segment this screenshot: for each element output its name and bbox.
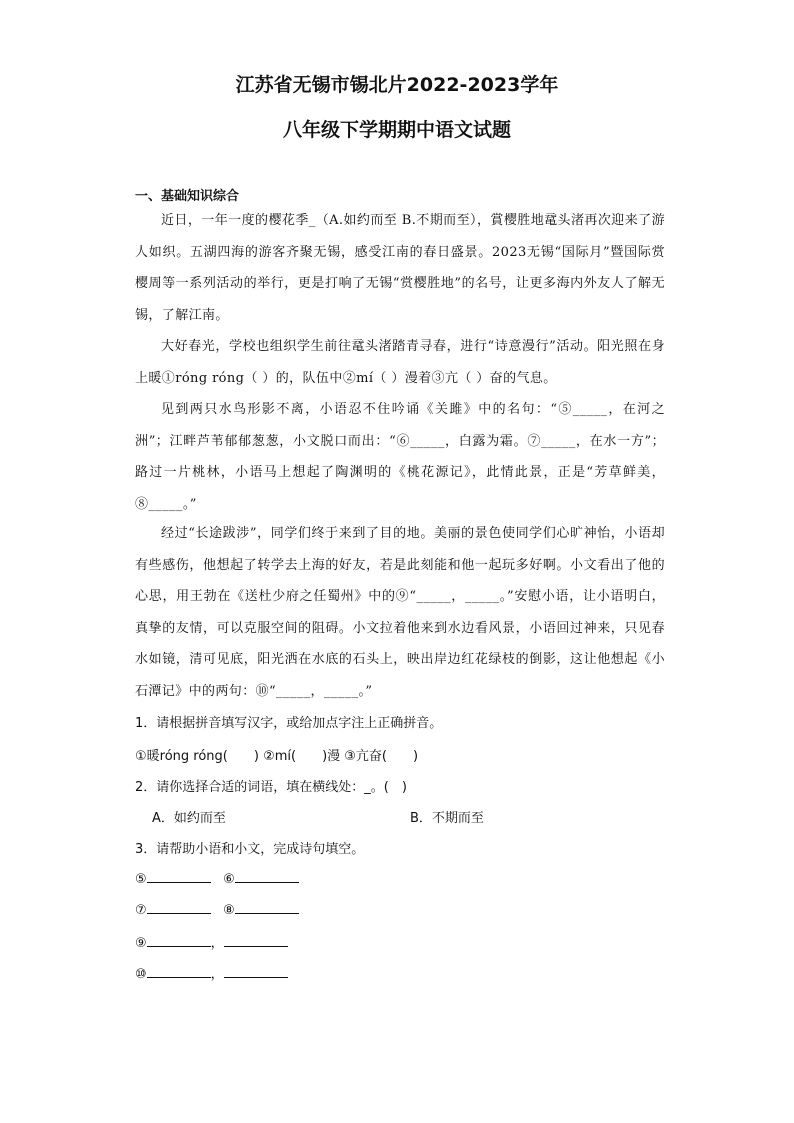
question-3-prompt: 3．请帮助小语和小文，完成诗句填空。 [135,842,365,857]
blank-10a[interactable] [147,965,211,978]
blank-6[interactable] [235,870,299,883]
blank-7[interactable] [147,901,211,914]
title-line-1: 江苏省无锡市锡北片2022-2023学年 [235,74,559,96]
blank-9a[interactable] [147,934,211,947]
blank-8[interactable] [235,901,299,914]
marker-9: ⑨ [135,936,147,951]
answer-line-5-6 [135,870,299,887]
answer-line-9 [135,932,288,951]
marker-10: ⑩ [135,967,147,982]
option-a[interactable]: A．如约而至 [152,811,226,826]
paragraph-2: 大好春光，学校也组织学生前往鼋头渚踏青寻春，进行“诗意漫行”活动。阳光照在身上暖①róng róng（ ）的，队伍中②mí（ ）漫着③亢（ ）奋的气息。 [135,339,665,386]
blank-10b[interactable] [224,965,288,978]
question-1-prompt: 1．请根据拼音填写汉字，或给加点字注上正确拼音。 [135,716,443,731]
marker-6: ⑥ [223,872,235,887]
paragraph-1: 近日，一年一度的樱花季_（A.如约而至 B.不期而至），賞樱胜地鼋头渚再次迎来了游人如织。五湖四海的游客齐聚无锡，感受江南的春日盛景。2023无锡“国际月”暨国际赏樱周等一系列活动的举行，更是打响了无锡“赏樱胜地”的名号，让更多海内外友人了解无锡，了解江南。 [135,213,665,323]
marker-8: ⑧ [223,903,235,918]
comma-9: ， [210,936,224,951]
paragraph-3: 见到两只水鸟形影不离，小语忍不住吟诵《关雎》中的名句：“⑤_____，在河之洲”；江畔芦苇郁郁葱葱，小文脱口而出：“⑥_____，白露为霜。⑦_____，在水一方”；路过一片桃林，小语马上想起了陶渊明的《桃花源记》，此情此景，正是“芳草鲜美，⑧_____。” [135,402,665,512]
answer-line-7-8 [135,901,299,918]
option-b[interactable]: B．不期而至 [410,811,484,826]
paragraph-4: 经过“长途跋涉”，同学们终于来到了目的地。美丽的景色使同学们心旷神怡，小语却有些感伤，他想起了转学去上海的好友，若是此刻能和他一起玩多好啊。小文看出了他的心思，用王勃在《送杜少府之任蜀州》中的⑨“_____，_____。”安慰小语，让小语明白，真挚的友情，可以克服空间的阻碍。小文拉着他来到水边看风景，小语回过神来，只见春水如镜，清可见底，阳光洒在水底的石头上，映出岸边红花绿枝的倒影，这让他想起《小石潭记》中的两句：⑩“_____，_____。” [135,526,665,699]
marker-7: ⑦ [135,903,147,918]
question-2-prompt: 2．请你选择合适的词语，填在横线处：_。( ) [135,780,407,795]
section-heading: 一、基础知识综合 [135,189,240,204]
blank-5[interactable] [147,870,211,883]
question-1-line: ①暖róng róng( ) ②mí( )漫 ③亢奋( ) [135,749,419,764]
answer-line-10 [135,963,288,982]
title-line-2: 八年级下学期期中语文试题 [282,119,511,141]
comma-10: ， [210,967,224,982]
marker-5: ⑤ [135,872,147,887]
blank-9b[interactable] [224,934,288,947]
